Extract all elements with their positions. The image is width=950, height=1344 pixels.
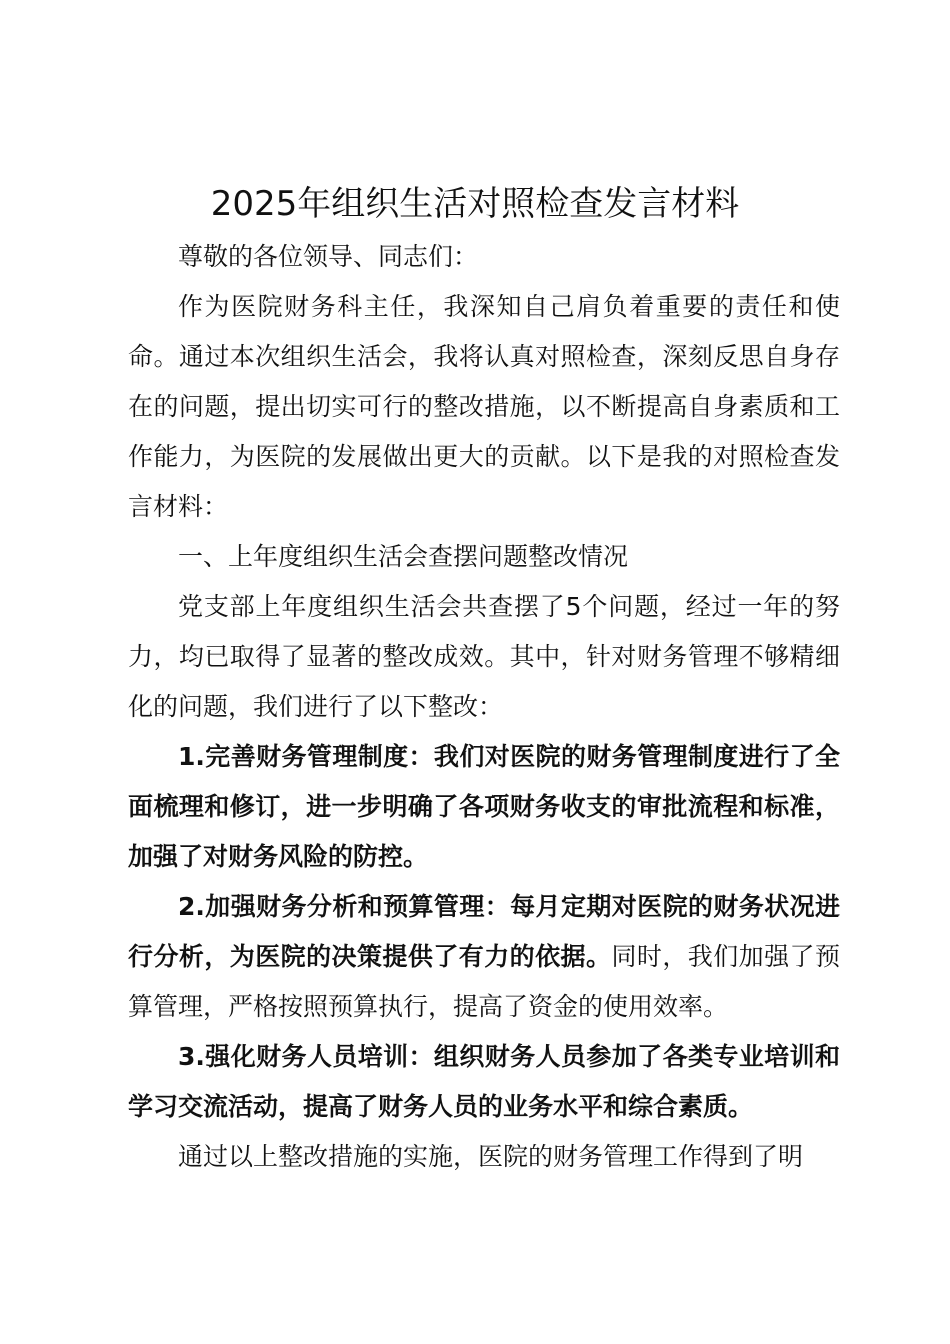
closing-paragraph: 通过以上整改措施的实施，医院的财务管理工作得到了明 xyxy=(178,1142,804,1171)
list-item-2-bold: 2.加强财务分析和预算管理：每月定期对医院的财务状况进行分析，为医院的决策提供了有力的依据。 xyxy=(128,892,840,971)
list-item-2-rest: 同时，我们加强了预算管理，严格按照预算执行，提高了资金的使用效率。 xyxy=(128,942,840,1021)
document-body xyxy=(128,232,840,1182)
list-item-1: 1.完善财务管理制度：我们对医院的财务管理制度进行了全面梳理和修订，进一步明确了各项财务收支的审批流程和标准，加强了对财务风险的防控。 xyxy=(128,742,840,871)
section-paragraph: 党支部上年度组织生活会共查摆了5个问题，经过一年的努力，均已取得了显著的整改成效。其中，针对财务管理不够精细化的问题，我们进行了以下整改： xyxy=(128,592,840,721)
list-item-3: 3.强化财务人员培训：组织财务人员参加了各类专业培训和学习交流活动，提高了财务人员的业务水平和综合素质。 xyxy=(128,1042,840,1121)
greeting-paragraph: 尊敬的各位领导、同志们： xyxy=(178,242,479,271)
section-heading: 一、上年度组织生活会查摆问题整改情况 xyxy=(178,542,629,571)
document-title: 2025年组织生活对照检查发言材料 xyxy=(210,184,740,224)
list-item-2 xyxy=(128,882,840,1032)
intro-paragraph: 作为医院财务科主任，我深知自己肩负着重要的责任和使命。通过本次组织生活会，我将认真对照检查，深刻反思自身存在的问题，提出切实可行的整改措施，以不断提高自身素质和工作能力，为医院的发展做出更大的贡献。以下是我的对照检查发言材料： xyxy=(128,292,840,521)
